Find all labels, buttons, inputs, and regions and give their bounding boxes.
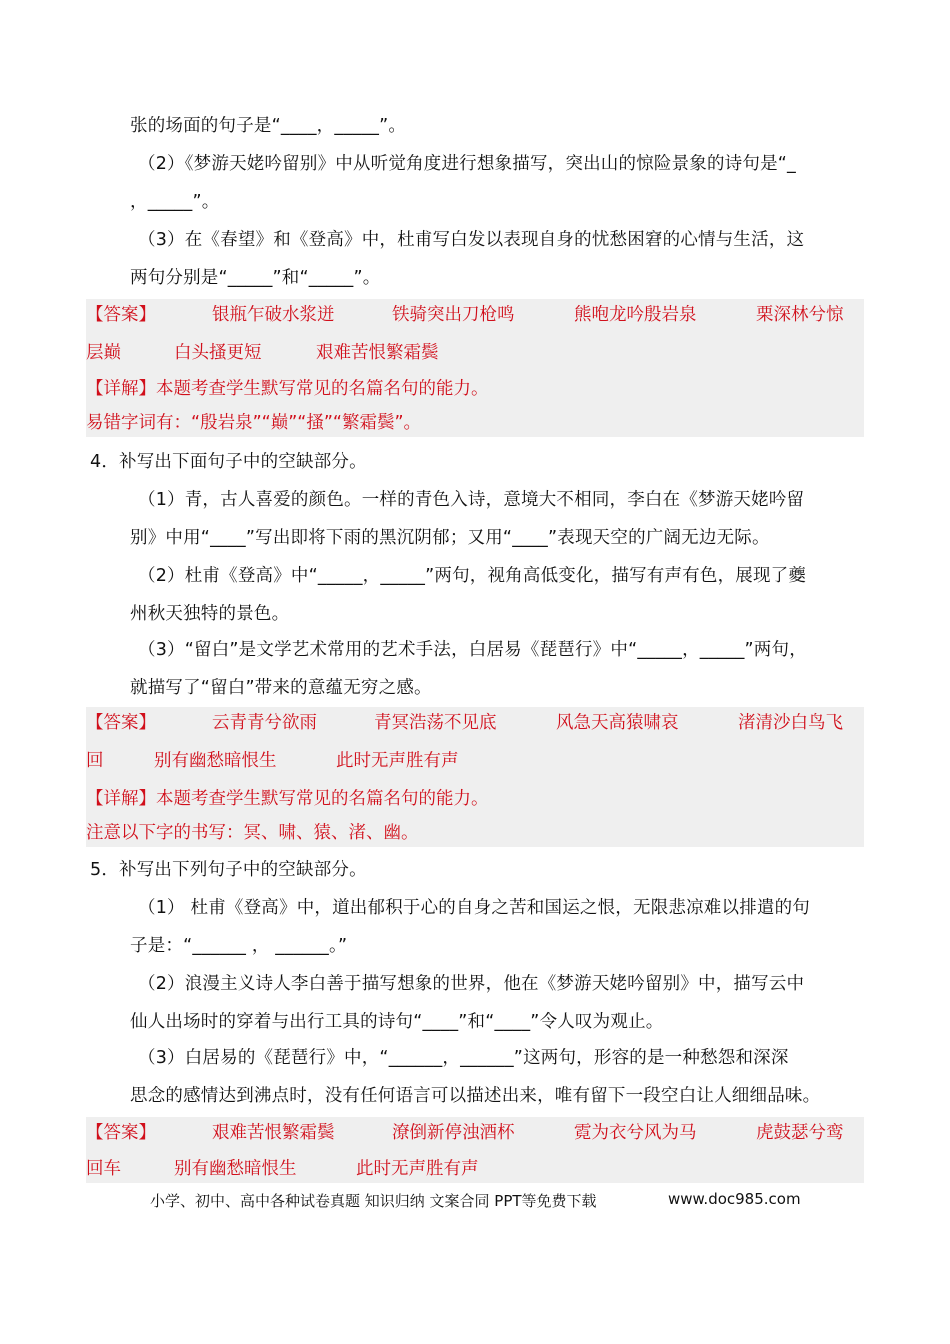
answer-item: 风急天高猿啸哀 xyxy=(556,713,679,733)
answer-label: 【答案】 xyxy=(86,305,156,325)
answer-item: 回车 xyxy=(86,1159,121,1179)
answer-item: 艰难苦恨繁霜鬓 xyxy=(212,1123,335,1143)
answer-detail: 【详解】本题考查学生默写常见的名篇名句的能力。 xyxy=(86,379,489,399)
answer-item: 栗深林兮惊 xyxy=(756,305,844,325)
q4-part1-line1: （1）青，古人喜爱的颜色。一样的青色入诗，意境大不相同，李白在《梦游天姥吟留 xyxy=(138,490,805,510)
answer-item: 艰难苦恨繁霜鬓 xyxy=(316,343,439,363)
answer-block-5 xyxy=(86,1117,864,1183)
q3-part3-line2: 两句分别是“_____”和“_____”。 xyxy=(130,268,381,288)
answer-item: 渚清沙白鸟飞 xyxy=(738,713,843,733)
q5-part3-line1: （3）白居易的《琵琶行》中，“______，______”这两句，形容的是一种愁怨和深深 xyxy=(138,1048,789,1068)
footer-text: 小学、初中、高中各种试卷真题 知识归纳 文案合同 PPT等免费下载 xyxy=(150,1192,597,1210)
answer-note: 注意以下字的书写：冥、啸、猿、渚、幽。 xyxy=(86,823,419,843)
q5-part1-line1: （1） 杜甫《登高》中，道出郁积于心的自身之苦和国运之恨，无限悲凉难以排遣的句 xyxy=(138,898,810,918)
answer-item: 熊咆龙吟殷岩泉 xyxy=(574,305,697,325)
answer-block-4 xyxy=(86,707,864,847)
q4-part2-line1: （2）杜甫《登高》中“_____，_____”两句，视角高低变化，描写有声有色，展现了夔 xyxy=(138,566,807,586)
answer-item: 层巅 xyxy=(86,343,121,363)
answer-item: 云青青兮欲雨 xyxy=(212,713,317,733)
q5-part2-line2: 仙人出场时的穿着与出行工具的诗句“____”和“____”令人叹为观止。 xyxy=(130,1012,664,1032)
answer-item: 潦倒新停浊酒杯 xyxy=(392,1123,515,1143)
answer-label: 【答案】 xyxy=(86,713,156,733)
answer-row xyxy=(86,749,864,773)
answer-item: 回 xyxy=(86,751,104,771)
q3-part2-line2: ，_____”。 xyxy=(130,192,220,212)
answer-item: 铁骑突出刀枪鸣 xyxy=(392,305,515,325)
answer-item: 青冥浩荡不见底 xyxy=(374,713,497,733)
answer-item: 此时无声胜有声 xyxy=(356,1159,479,1179)
q3-part3-line1: （3）在《春望》和《登高》中，杜甫写白发以表现自身的忧愁困窘的心情与生活，这 xyxy=(138,230,805,250)
page-footer xyxy=(150,1190,801,1211)
answer-item: 此时无声胜有声 xyxy=(336,751,459,771)
q4-part3-line1: （3）“留白”是文学艺术常用的艺术手法，白居易《琵琶行》中“_____，_____”两句， xyxy=(138,640,807,660)
answer-detail: 【详解】本题考查学生默写常见的名篇名句的能力。 xyxy=(86,789,489,809)
answer-row xyxy=(86,1121,864,1145)
answer-label: 【答案】 xyxy=(86,1123,156,1143)
q5-part2-line1: （2）浪漫主义诗人李白善于描写想象的世界，他在《梦游天姥吟留别》中，描写云中 xyxy=(138,974,805,994)
answer-row xyxy=(86,711,864,735)
answer-row xyxy=(86,341,864,365)
answer-row xyxy=(86,303,864,327)
answer-item: 霓为衣兮风为马 xyxy=(574,1123,697,1143)
answer-block-3 xyxy=(86,299,864,437)
q4-part1-line2: 别》中用“____”写出即将下雨的黑沉阴郁；又用“____”表现天空的广阔无边无际。 xyxy=(130,528,770,548)
answer-item: 银瓶乍破水浆迸 xyxy=(212,305,335,325)
answer-item: 白头搔更短 xyxy=(174,343,262,363)
answer-item: 虎鼓瑟兮鸾 xyxy=(756,1123,844,1143)
answer-item: 别有幽愁暗恨生 xyxy=(174,1159,297,1179)
answer-note: 易错字词有：“殷岩泉”“巅”“搔”“繁霜鬓”。 xyxy=(86,413,422,433)
answer-item: 别有幽愁暗恨生 xyxy=(154,751,277,771)
q5-part3-line2: 思念的感情达到沸点时，没有任何语言可以描述出来，唯有留下一段空白让人细细品味。 xyxy=(130,1086,821,1106)
q4-part2-line2: 州秋天独特的景色。 xyxy=(130,604,290,624)
q5-title: 5．补写出下列句子中的空缺部分。 xyxy=(90,860,367,880)
q3-line1: 张的场面的句子是“____，_____”。 xyxy=(130,116,407,136)
answer-row xyxy=(86,1157,864,1181)
q4-part3-line2: 就描写了“留白”带来的意蕴无穷之感。 xyxy=(130,678,432,698)
q4-title: 4．补写出下面句子中的空缺部分。 xyxy=(90,452,367,472)
footer-url[interactable]: www.doc985.com xyxy=(668,1190,801,1208)
q3-part2-line1: （2）《梦游天姥吟留别》中从听觉角度进行想象描写，突出山的惊险景象的诗句是“_ xyxy=(138,154,796,174)
q5-part1-line2: 子是：“______ ， ______。” xyxy=(130,936,348,956)
